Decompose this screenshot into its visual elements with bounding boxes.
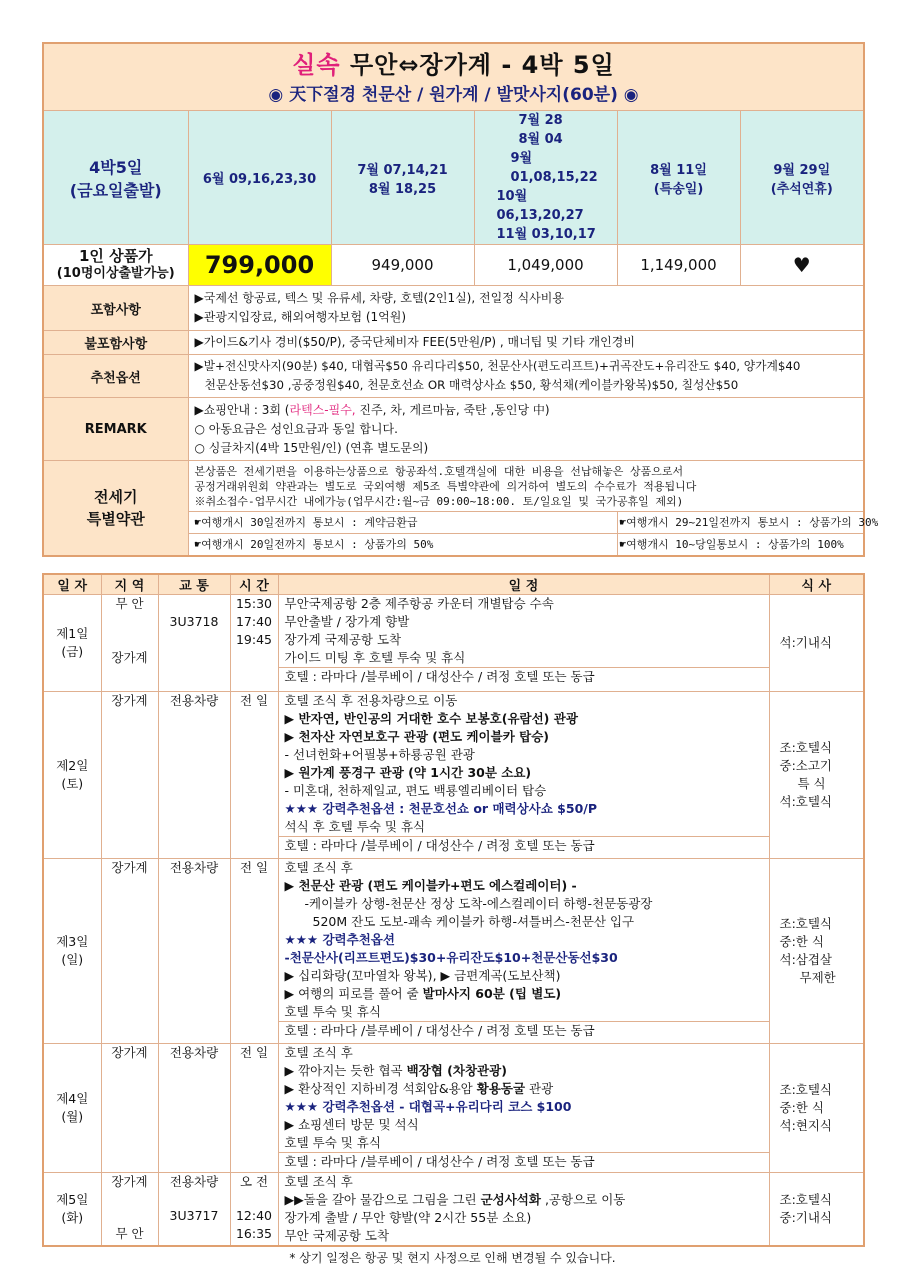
exclude-content: ▶가이드&기사 경비($50/P), 중국단체비자 FEE(5만원/P) , 매너팁 및 기타 개인경비 <box>188 331 864 355</box>
day-5-meal: 조:호텔식 중:기내식 <box>769 1173 864 1247</box>
date-col-4: 8월 11일 (특송일) <box>617 111 740 245</box>
footnote: * 상기 일정은 항공 및 현지 사정으로 인해 변경될 수 있습니다. <box>289 1251 616 1265</box>
day-2-region: 장가계 <box>101 692 158 859</box>
day-4-plan: 호텔 조식 후 ▶ 깎아지는 듯한 협곡 백장협 (차창관광) ▶ 환상적인 지하비경 석회암&용암 황용동굴 관광 ★★★ 강력추천옵션 - 대협곡+유리다리 코스 $100 ▶ 쇼핑센터 방문 및 석식 호텔 투숙 및 휴식 호텔 : 라마다 /블루베이 / 대성산수 / 려정 호텔 또는 동급 <box>278 1044 769 1173</box>
col-header-time: 시 간 <box>230 574 278 595</box>
day-3-label: 제3일 (일) <box>43 859 101 1044</box>
day-5-label: 제5일 (화) <box>43 1173 101 1247</box>
day-3-transport: 전용차량 <box>158 859 230 1044</box>
day-1-label: 제1일 (금) <box>43 595 101 692</box>
option-label: 추천옵션 <box>43 355 188 398</box>
day-5-row <box>43 1173 864 1247</box>
day-4-transport: 전용차량 <box>158 1044 230 1173</box>
exclude-label: 불포함사항 <box>43 331 188 355</box>
terms-label: 전세기 특별약관 <box>43 461 188 557</box>
date-col-3: 7월 28 8월 04 9월 01,08,15,22 10월 06,13,20,27 11월 03,10,17 <box>474 111 617 245</box>
col-header-region: 지 역 <box>101 574 158 595</box>
day-5-transport: 전용차량 3U3717 <box>158 1173 230 1247</box>
cancel-policy-1: ☛여행개시 30일전까지 통보시 : 계약금환급 <box>188 512 617 534</box>
include-label: 포함사항 <box>43 286 188 331</box>
page-subtitle: ◉ 天下절경 천문산 / 원가계 / 발맛사지(60분) ◉ <box>268 85 639 105</box>
cancel-policy-3: ☛여행개시 20일전까지 통보시 : 상품가의 50% <box>188 534 617 557</box>
include-content: ▶국제선 항공료, 텍스 및 유류세, 차량, 호텔(2인1실), 전일정 식사비용 ▶관광지입장료, 해외여행자보험 (1억원) <box>188 286 864 331</box>
day-1-flight: 3U3718 <box>158 595 230 692</box>
day-2-hotel: 호텔 : 라마다 /블루베이 / 대성산수 / 려정 호텔 또는 동급 <box>279 836 769 855</box>
itinerary-table <box>42 573 865 1247</box>
price-value-4: 1,149,000 <box>617 245 740 286</box>
price-value-2: 949,000 <box>331 245 474 286</box>
day-1-region: 무 안 장가계 <box>101 595 158 692</box>
day-2-row <box>43 692 864 859</box>
remark-row <box>43 398 864 461</box>
day-3-time: 전 일 <box>230 859 278 1044</box>
day-2-label: 제2일 (토) <box>43 692 101 859</box>
col-header-schedule: 일 정 <box>278 574 769 595</box>
day-4-region: 장가계 <box>101 1044 158 1173</box>
day-2-meal: 조:호텔식 중:소고기 특 식 석:호텔식 <box>769 692 864 859</box>
day-4-label: 제4일 (월) <box>43 1044 101 1173</box>
remark-content: ▶쇼핑안내 : 3회 (라텍스-필수, 진주, 차, 게르마늄, 죽탄 ,동인당 中) ○ 아동요금은 성인요금과 동일 합니다. ○ 싱글차지(4박 15만원/인) (연휴 별도문의) <box>188 398 864 461</box>
day-3-region: 장가계 <box>101 859 158 1044</box>
option-row <box>43 355 864 398</box>
day-1-times: 15:30 17:40 19:45 <box>230 595 278 692</box>
day-5-plan: 호텔 조식 후 ▶▶돌을 갈아 물감으로 그림을 그린 군성사석화 ,공항으로 이동 장가계 출발 / 무안 향발(약 2시간 55분 소요) 무안 국제공항 도착 <box>278 1173 769 1247</box>
day-2-time: 전 일 <box>230 692 278 859</box>
day-3-meal: 조:호텔식 중:한 식 석:삼겹살 무제한 <box>769 859 864 1044</box>
date-col-5: 9월 29일 (추석연휴) <box>740 111 864 245</box>
day-2-transport: 전용차량 <box>158 692 230 859</box>
day-2-plan: 호텔 조식 후 전용차량으로 이동 ▶ 반자연, 반인공의 거대한 호수 보봉호(유람선) 관광 ▶ 천자산 자연보호구 관광 (편도 케이블카 탑승) - 선녀헌화+어필봉+하룡공원 관광 ▶ 원가계 풍경구 관광 (약 1시간 30분 소요) - 미혼대, 천하제일교, 편도 백룡엘리베이터 탑승 ★★★ 강력추천옵션 : 천문호선쇼 or 매력상사쇼 $50/P 석식 후 호텔 투숙 및 휴식 호텔 : 라마다 /블루베이 / 대성산수 / 려정 호텔 또는 동급 <box>278 692 769 859</box>
day-5-region: 장가계 무 안 <box>101 1173 158 1247</box>
col-header-transport: 교 통 <box>158 574 230 595</box>
departure-dates-row <box>43 111 864 245</box>
day-4-hotel: 호텔 : 라마다 /블루베이 / 대성산수 / 려정 호텔 또는 동급 <box>279 1152 769 1171</box>
price-value-1: 799,000 <box>188 245 331 286</box>
product-info-table <box>42 42 879 557</box>
price-value-5: ♥ <box>740 245 864 286</box>
cancel-policy-4: ☛여행개시 10~당일통보시 : 상품가의 100% <box>617 534 864 557</box>
price-row <box>43 245 864 286</box>
day-4-time: 전 일 <box>230 1044 278 1173</box>
trip-length-cell: 4박5일 (금요일출발) <box>43 111 188 245</box>
terms-row <box>43 461 864 512</box>
itinerary-header <box>43 574 864 595</box>
day-1-hotel: 호텔 : 라마다 /블루베이 / 대성산수 / 려정 호텔 또는 동급 <box>279 667 769 686</box>
day-4-meal: 조:호텔식 중:한 식 석:현지식 <box>769 1044 864 1173</box>
day-3-row <box>43 859 864 1044</box>
day-1-meal: 석:기내식 <box>769 595 864 692</box>
title-banner <box>43 43 864 111</box>
col-header-meal: 식 사 <box>769 574 864 595</box>
cancel-policy-2: ☛여행개시 29~21일전까지 통보시 : 상품가의 30% <box>617 512 864 534</box>
col-header-day: 일 자 <box>43 574 101 595</box>
price-value-3: 1,049,000 <box>474 245 617 286</box>
date-col-1: 6월 09,16,23,30 <box>188 111 331 245</box>
page-title: 실속 무안⇔장가계 - 4박 5일 <box>292 51 615 79</box>
option-content: ▶발+전신맛사지(90분) $40, 대협곡$50 유리다리$50, 천문산사(편도리프트)+귀곡잔도+유리잔도 $40, 양가계$40 천문산동선$30 ,공중정원$40, 천문호선쇼 OR 매력상사쇼 $50, 황석채(케이블카왕복)$50, 칠성산$50 <box>188 355 864 398</box>
day-3-plan: 호텔 조식 후 ▶ 천문산 관광 (편도 케이블카+편도 에스컬레이터) - -케이블카 상행-천문산 정상 도착-에스컬레이터 하행-천문동광장 520M 잔도 도보-괘속 케이블카 하행-셔틀버스-천문산 입구 ★★★ 강력추천옵션 -천문산사(리프트편도)$30+유리잔도$10+천문산동선$30 ▶ 십리화랑(꼬마열차 왕복), ▶ 금편계곡(도보산책) ▶ 여행의 피로를 풀어 줄 발마사지 60분 (팁 별도) 호텔 투숙 및 휴식 호텔 : 라마다 /블루베이 / 대성산수 / 려정 호텔 또는 동급 <box>278 859 769 1044</box>
price-label: 1인 상품가 (10명이상출발가능) <box>43 245 188 286</box>
day-3-hotel: 호텔 : 라마다 /블루베이 / 대성산수 / 려정 호텔 또는 동급 <box>279 1021 769 1040</box>
terms-content: 본상품은 전세기편을 이용하는상품으로 항공좌석.호텔객실에 대한 비용을 선납해놓은 상품으로서 공정거래위원회 약관과는 별도로 국외여행 제5조 특별약관에 의거하여 별도의 수수료가 적용됩니다 ※취소접수-업무시간 내에가능(업무시간:월~금 09:00~18:00. 토/일요일 및 국가공휴일 제외) <box>188 461 864 512</box>
include-row <box>43 286 864 331</box>
day-1-plan: 무안국제공항 2층 제주항공 카운터 개별탑승 수속 무안출발 / 장가계 향발 장가계 국제공항 도착 가이드 미팅 후 호텔 투숙 및 휴식 호텔 : 라마다 /블루베이 / 대성산수 / 려정 호텔 또는 동급 <box>278 595 769 692</box>
day-4-row <box>43 1044 864 1173</box>
date-col-2: 7월 07,14,21 8월 18,25 <box>331 111 474 245</box>
remark-label: REMARK <box>43 398 188 461</box>
exclude-row <box>43 331 864 355</box>
day-1-row <box>43 595 864 692</box>
day-5-times: 오 전 12:40 16:35 <box>230 1173 278 1247</box>
